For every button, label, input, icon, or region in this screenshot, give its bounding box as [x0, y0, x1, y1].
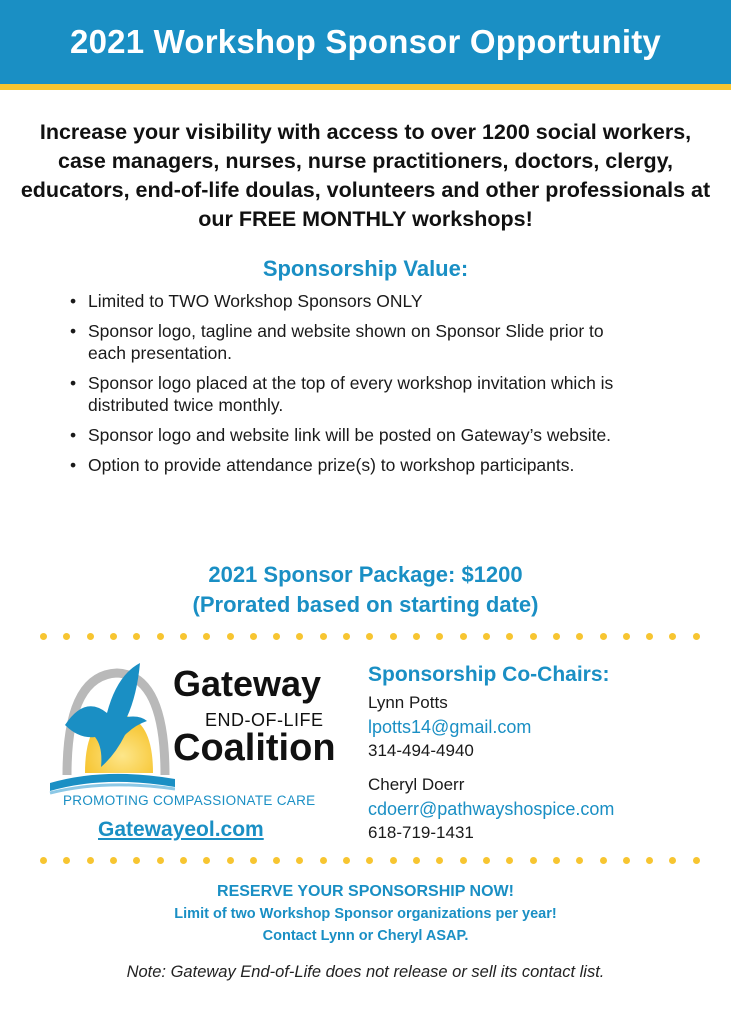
divider-dot [87, 633, 94, 640]
reserve-headline: RESERVE YOUR SPONSORSHIP NOW! [217, 883, 514, 900]
divider-dot [133, 857, 140, 864]
benefit-item: • Option to provide attendance prize(s) to workshop participants. [70, 454, 630, 476]
divider-dot [40, 857, 47, 864]
gateway-logo [45, 655, 345, 815]
divider-dot [623, 857, 630, 864]
benefits-list [70, 290, 630, 484]
intro-paragraph: Increase your visibility with access to over 1200 social workers, case managers, nurses, nurse practitioners, doctors, clergy, educators, end-of-life doulas, volunteers and other professionals at our FREE MONTHLY workshops! [20, 120, 711, 231]
divider-dot [110, 633, 117, 640]
divider-dot [366, 633, 373, 640]
divider-dot [366, 857, 373, 864]
divider-dot [133, 633, 140, 640]
contact-phone: 314-494-4940 [368, 741, 474, 760]
divider-dot [320, 633, 327, 640]
divider-dot [390, 857, 397, 864]
sponsor-package [0, 560, 731, 620]
divider-dot [460, 857, 467, 864]
divider-dot [600, 633, 607, 640]
contact-card [368, 691, 708, 763]
privacy-note: Note: Gateway End-of-Life does not release or sell its contact list. [126, 963, 605, 981]
reserve-contact: Contact Lynn or Cheryl ASAP. [262, 928, 469, 944]
divider-dot [110, 857, 117, 864]
divider-dot [576, 857, 583, 864]
divider-dot [180, 857, 187, 864]
divider-dot [63, 633, 70, 640]
package-proration-note: (Prorated based on starting date) [192, 592, 539, 617]
divider-dot [693, 857, 700, 864]
divider-dot [506, 857, 513, 864]
divider-dot [669, 633, 676, 640]
benefit-item: • Sponsor logo, tagline and website shown on Sponsor Slide prior to each presentation. [70, 320, 630, 364]
divider-dot [623, 633, 630, 640]
divider-dot [669, 857, 676, 864]
divider-dot [413, 633, 420, 640]
contact-name: Lynn Potts [368, 693, 448, 712]
divider-dot [506, 633, 513, 640]
cochairs-section [368, 663, 708, 845]
divider-dot [296, 633, 303, 640]
divider-dot [530, 857, 537, 864]
divider-dot [343, 633, 350, 640]
website-link[interactable]: Gatewayeol.com [98, 818, 264, 841]
cochairs-heading: Sponsorship Co-Chairs: [368, 663, 610, 686]
divider-dot [530, 633, 537, 640]
divider-dot [296, 857, 303, 864]
contact-name: Cheryl Doerr [368, 775, 465, 794]
divider-dot [693, 633, 700, 640]
divider-dot [40, 633, 47, 640]
divider-dot [553, 633, 560, 640]
divider-dot [646, 857, 653, 864]
divider-dot [273, 633, 280, 640]
logo-tagline: PROMOTING COMPASSIONATE CARE [63, 793, 316, 808]
divider-dot [157, 633, 164, 640]
page-title: 2021 Workshop Sponsor Opportunity [70, 23, 661, 60]
divider-dot [483, 857, 490, 864]
contact-phone: 618-719-1431 [368, 823, 474, 842]
divider-dot [390, 633, 397, 640]
divider-dot [436, 857, 443, 864]
divider-dot [227, 857, 234, 864]
benefit-item: • Sponsor logo and website link will be posted on Gateway’s website. [70, 424, 630, 446]
divider-dot [63, 857, 70, 864]
benefit-item: • Sponsor logo placed at the top of every workshop invitation which is distributed twice monthly. [70, 372, 630, 416]
divider-dot [646, 633, 653, 640]
divider-dot [157, 857, 164, 864]
divider-dot [250, 857, 257, 864]
dotted-divider-top [40, 633, 700, 641]
divider-dot [483, 633, 490, 640]
divider-dot [553, 857, 560, 864]
logo-name-end-of-life: END-OF-LIFE [205, 710, 324, 730]
logo-name-gateway: Gateway [173, 663, 322, 704]
divider-dot [576, 633, 583, 640]
reserve-limit: Limit of two Workshop Sponsor organizations per year! [174, 906, 557, 922]
divider-dot [250, 633, 257, 640]
divider-dot [436, 633, 443, 640]
divider-dot [87, 857, 94, 864]
divider-dot [460, 633, 467, 640]
divider-dot [320, 857, 327, 864]
divider-dot [180, 633, 187, 640]
divider-dot [343, 857, 350, 864]
divider-dot [600, 857, 607, 864]
header-banner [0, 0, 731, 90]
divider-dot [203, 633, 210, 640]
divider-dot [227, 633, 234, 640]
package-price: 2021 Sponsor Package: $1200 [208, 562, 523, 587]
benefit-item: • Limited to TWO Workshop Sponsors ONLY [70, 290, 630, 312]
logo-name-coalition: Coalition [173, 727, 336, 769]
contact-card [368, 773, 708, 845]
contact-email-link[interactable]: cdoerr@pathwayshospice.com [368, 799, 615, 819]
dotted-divider-bottom [40, 857, 700, 865]
reserve-callout [0, 881, 731, 947]
divider-dot [203, 857, 210, 864]
divider-dot [413, 857, 420, 864]
contact-email-link[interactable]: lpotts14@gmail.com [368, 717, 532, 737]
sponsorship-value-heading: Sponsorship Value: [262, 256, 469, 281]
divider-dot [273, 857, 280, 864]
arch-dove-icon [45, 655, 175, 795]
